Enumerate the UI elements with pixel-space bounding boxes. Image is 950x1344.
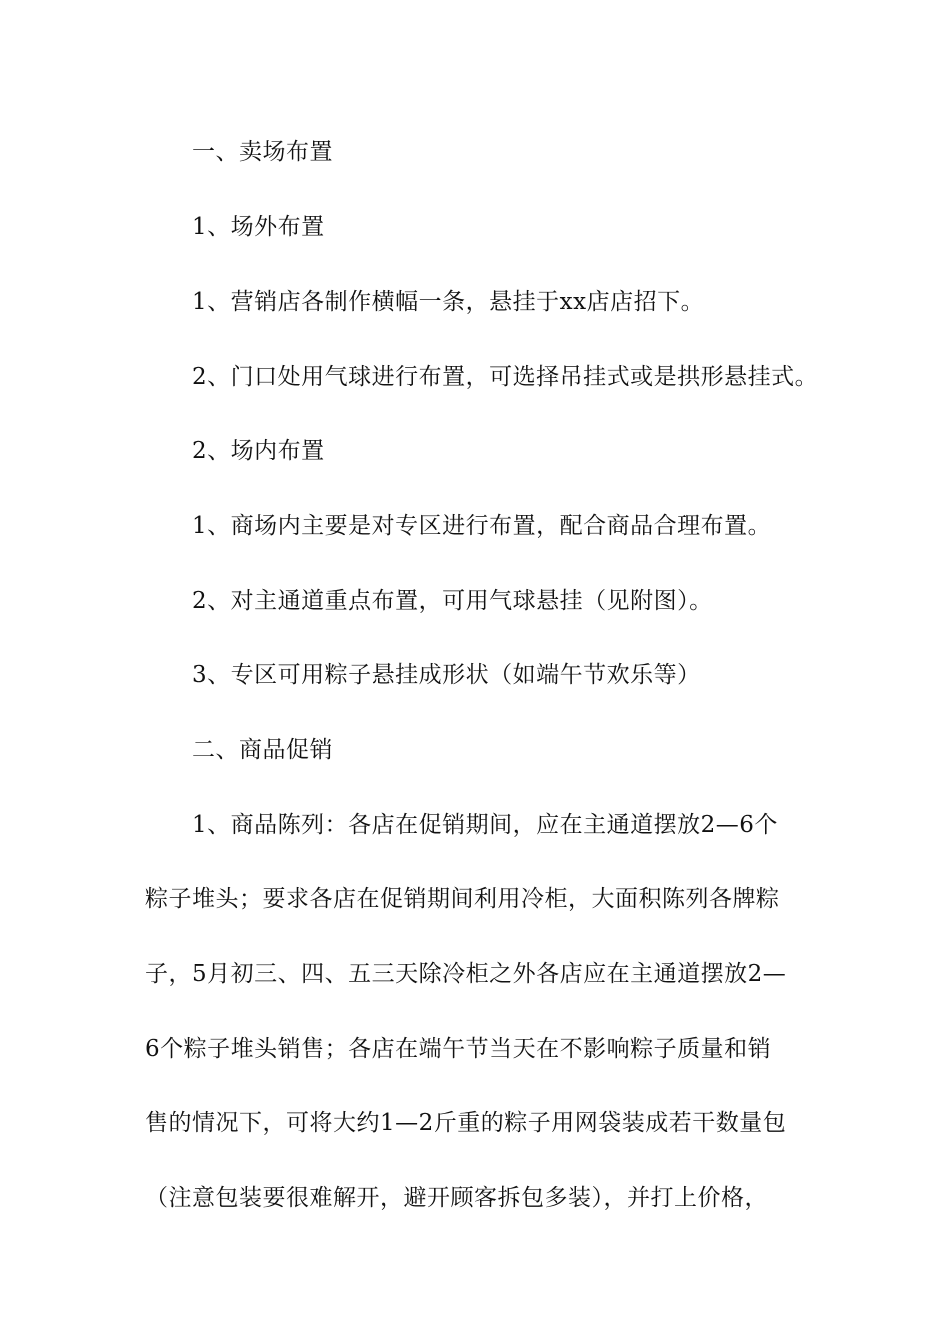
- paragraph-line: 2、对主通道重点布置，可用气球悬挂（见附图）。: [192, 588, 713, 614]
- paragraph-line: 售的情况下，可将大约1—2斤重的粽子用网袋装成若干数量包: [145, 1110, 787, 1136]
- paragraph-line: （注意包装要很难解开，避开顾客拆包多装），并打上价格，: [145, 1185, 768, 1211]
- paragraph-line: 1、商场内主要是对专区进行布置，配合商品合理布置。: [192, 513, 772, 539]
- paragraph-line: 1、营销店各制作横幅一条，悬挂于xx店店招下。: [192, 289, 705, 315]
- paragraph-line: 6个粽子堆头销售；各店在端午节当天在不影响粽子质量和销: [145, 1036, 772, 1062]
- paragraph-line: 子，5月初三、四、五三天除冷柜之外各店应在主通道摆放2—: [145, 961, 787, 987]
- paragraph-line: 粽子堆头；要求各店在促销期间利用冷柜，大面积陈列各牌粽: [145, 886, 780, 912]
- subheading-outdoor-layout: 1、场外布置: [192, 214, 325, 240]
- section-heading-promotion: 二、商品促销: [192, 737, 333, 763]
- paragraph-line: 1、商品陈列：各店在促销期间，应在主通道摆放2—6个: [192, 812, 778, 838]
- subheading-indoor-layout: 2、场内布置: [192, 438, 325, 464]
- paragraph-line: 3、专区可用粽子悬挂成形状（如端午节欢乐等）: [192, 662, 701, 688]
- paragraph-line: 2、门口处用气球进行布置，可选择吊挂式或是拱形悬挂式。: [192, 364, 819, 390]
- section-heading-venue-layout: 一、卖场布置: [192, 139, 333, 165]
